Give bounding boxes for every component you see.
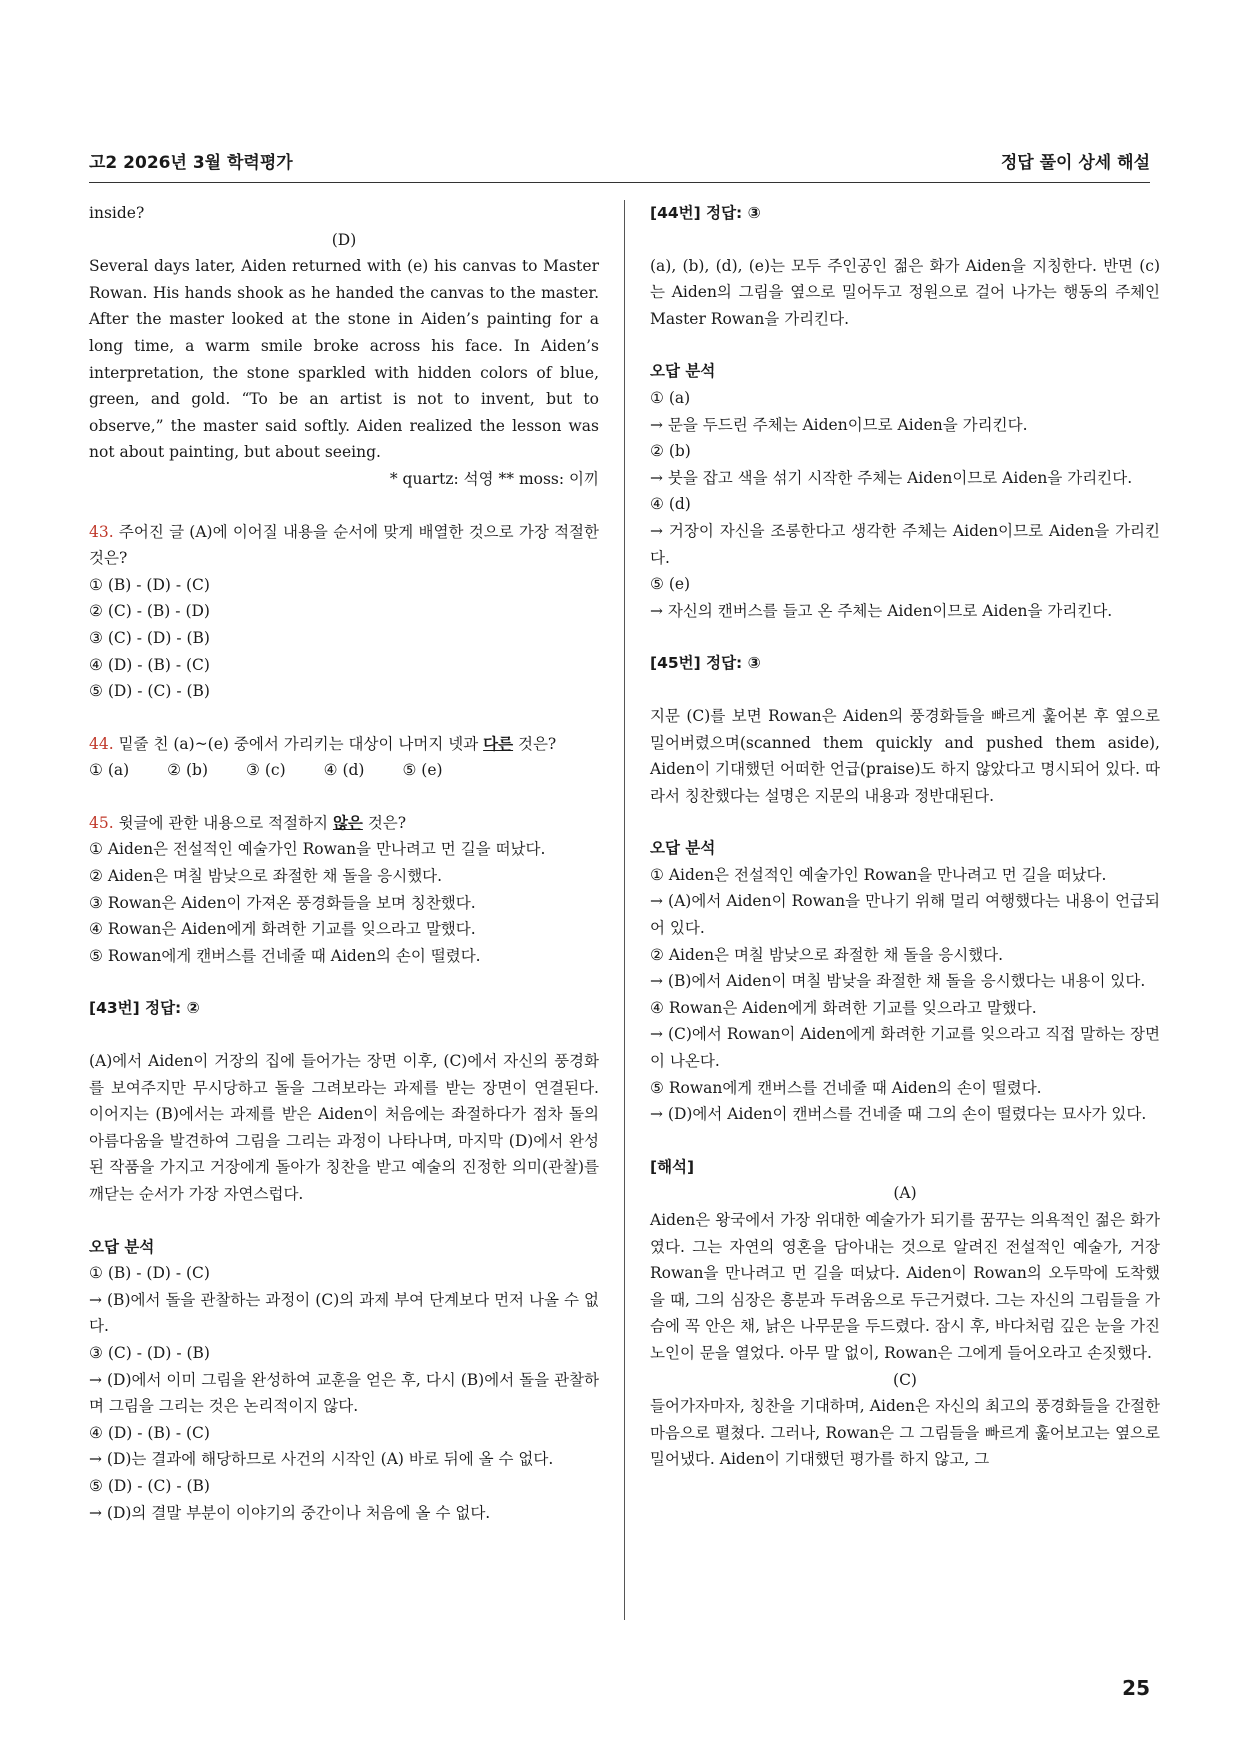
answer-43-heading: [43번] 정답: ② xyxy=(89,999,200,1018)
translation-a-label: (A) xyxy=(893,1184,917,1203)
question-45-number: 45. xyxy=(89,813,114,832)
answer-45-explanation: 지문 (C)를 보면 Rowan은 Aiden의 풍경화들을 빠르게 훑어본 후 옆으로 밀어버렸으며(scanned them quickly and pushed them aside), Aiden이 기대했던 어떠한 언급(praise)도 하지 않았다고 명시되어 있다. 따라서 칭찬했다는 설명은 지문의 내용과 정반대된다. xyxy=(650,706,1160,805)
wrong-option-explanation: → 붓을 잡고 색을 섞기 시작한 주체는 Aiden이므로 Aiden을 가리킨다. xyxy=(650,468,1133,487)
wrong-option-explanation: → (B)에서 Aiden이 며칠 밤낮을 좌절한 채 돌을 응시했다는 내용이 있다. xyxy=(650,972,1146,991)
question-43-option: ② (C) - (B) - (D) xyxy=(89,602,210,621)
wrong-option: ⑤ (D) - (C) - (B) xyxy=(89,1476,210,1495)
question-45-option: ⑤ Rowan에게 캔버스를 건네줄 때 Aiden의 손이 떨렸다. xyxy=(89,946,481,965)
question-44-option: ④ (d) xyxy=(323,761,365,780)
question-45-option: ① Aiden은 전설적인 예술가인 Rowan을 만나려고 먼 길을 떠났다. xyxy=(89,840,546,859)
question-43-option: ① (B) - (D) - (C) xyxy=(89,575,210,594)
question-43-text: 주어진 글 (A)에 이어질 내용을 순서에 맞게 배열한 것으로 가장 적절한 것은? xyxy=(89,522,599,568)
passage-d-label: (D) xyxy=(331,230,357,249)
wrong-option-explanation: → (B)에서 돌을 관찰하는 과정이 (C)의 과제 부여 단계보다 먼저 나올 수 없다. xyxy=(89,1290,599,1336)
wrong-option: ② Aiden은 며칠 밤낮으로 좌절한 채 돌을 응시했다. xyxy=(650,945,1004,964)
wrong-option-explanation: → 자신의 캔버스를 들고 온 주체는 Aiden이므로 Aiden을 가리킨다. xyxy=(650,601,1113,620)
wrong-option: ④ (d) xyxy=(650,495,691,514)
question-44-text-a: 밑줄 친 (a)~(e) 중에서 가리키는 대상이 나머지 넷과 xyxy=(113,734,484,753)
wrong-option: ④ Rowan은 Aiden에게 화려한 기교를 잊으라고 말했다. xyxy=(650,998,1037,1017)
question-45-option: ② Aiden은 며칠 밤낮으로 좌절한 채 돌을 응시했다. xyxy=(89,867,443,886)
wrong-option-explanation: → (A)에서 Aiden이 Rowan을 만나기 위해 멀리 여행했다는 내용이 언급되어 있다. xyxy=(650,892,1160,938)
left-column xyxy=(89,200,599,1526)
translation-a: Aiden은 왕국에서 가장 위대한 예술가가 되기를 꿈꾸는 의욕적인 젊은 화가였다. 그는 자연의 영혼을 담아내는 것으로 알려진 전설적인 예술가, 거장 Rowan을 만나려고 먼 길을 떠났다. Aiden이 Rowan의 오두막에 도착했을 때, 그의 심장은 흥분과 두려움으로 두근거렸다. 그는 자신의 그림들을 가슴에 꼭 안은 채, 낡은 나무문을 두드렸다. 잠시 후, 바다처럼 깊은 눈을 가진 노인이 문을 열었다. 아무 말 없이, Rowan은 그에게 들어오라고 손짓했다. xyxy=(650,1211,1160,1362)
page-number: 25 xyxy=(1122,1676,1150,1700)
column-divider xyxy=(624,200,625,1620)
wrong-option-explanation: → (D)에서 이미 그림을 완성하여 교훈을 얻은 후, 다시 (B)에서 돌을 관찰하며 그림을 그리는 것은 논리적이지 않다. xyxy=(89,1370,599,1416)
question-44-number: 44. xyxy=(89,734,114,753)
wrong-option: ④ (D) - (B) - (C) xyxy=(89,1423,210,1442)
wrong-option: ⑤ (e) xyxy=(650,575,691,594)
wrong-option-explanation: → (D)는 결과에 해당하므로 사건의 시작인 (A) 바로 뒤에 올 수 없다. xyxy=(89,1450,554,1469)
wrong-option-explanation: → (D)에서 Aiden이 캔버스를 건네줄 때 그의 손이 떨렸다는 묘사가 있다. xyxy=(650,1105,1147,1124)
answer-45-heading: [45번] 정답: ③ xyxy=(650,654,761,673)
wrong-option: ① Aiden은 전설적인 예술가인 Rowan을 만나려고 먼 길을 떠났다. xyxy=(650,865,1107,884)
wrong-analysis-heading: 오답 분석 xyxy=(650,362,716,381)
wrong-option: ② (b) xyxy=(650,442,691,461)
footnote: * quartz: 석영 ** moss: 이끼 xyxy=(389,469,599,488)
wrong-option-explanation: → 문을 두드린 주체는 Aiden이므로 Aiden을 가리킨다. xyxy=(650,415,1028,434)
wrong-analysis-heading: 오답 분석 xyxy=(650,839,716,858)
page-header xyxy=(89,148,1150,183)
answer-44-heading: [44번] 정답: ③ xyxy=(650,204,761,222)
question-44 xyxy=(89,731,599,758)
wrong-option: ③ (C) - (D) - (B) xyxy=(89,1343,210,1362)
question-44-option: ③ (c) xyxy=(246,761,286,780)
question-45-text-b: 것은? xyxy=(362,813,407,832)
answer-44-explanation: (a), (b), (d), (e)는 모두 주인공인 젊은 화가 Aiden을 지칭한다. 반면 (c)는 Aiden의 그림을 옆으로 밀어두고 정원으로 걸어 나가는 행동의 주체인 Master Rowan을 가리킨다. xyxy=(650,256,1160,328)
exam-title: 고2 2026년 3월 학력평가 xyxy=(89,153,293,173)
wrong-option-explanation: → (C)에서 Rowan이 Aiden에게 화려한 기교를 잊으라고 직접 말하는 장면이 나온다. xyxy=(650,1025,1160,1071)
question-45-text-a: 윗글에 관한 내용으로 적절하지 xyxy=(113,813,333,832)
question-44-text-b: 것은? xyxy=(513,734,557,753)
wrong-analysis-heading: 오답 분석 xyxy=(89,1237,155,1256)
question-43-option: ⑤ (D) - (C) - (B) xyxy=(89,682,210,701)
question-43 xyxy=(89,519,599,572)
question-43-option: ③ (C) - (D) - (B) xyxy=(89,628,210,647)
question-44-underlined: 다른 xyxy=(483,733,514,753)
wrong-option: ① (B) - (D) - (C) xyxy=(89,1264,210,1283)
wrong-option-explanation: → 거장이 자신을 조롱한다고 생각한 주체는 Aiden이므로 Aiden을 가리킨다. xyxy=(650,521,1160,567)
answer-43-explanation: (A)에서 Aiden이 거장의 집에 들어가는 장면 이후, (C)에서 자신의 풍경화를 보여주지만 무시당하고 돌을 그려보라는 과제를 받는 장면이 연결된다. 이어지는 (B)에서는 과제를 받은 Aiden이 처음에는 좌절하다가 점차 돌의 아름다움을 발견하여 그림을 그리는 과정이 나타나며, 마지막 (D)에서 완성된 작품을 가지고 거장에게 돌아가 칭찬을 받고 예술의 진정한 의미(관찰)를 깨닫는 순서가 가장 자연스럽다. xyxy=(89,1052,599,1203)
translation-c-label: (C) xyxy=(893,1370,917,1389)
wrong-option: ⑤ Rowan에게 캔버스를 건네줄 때 Aiden의 손이 떨렸다. xyxy=(650,1078,1042,1097)
translation-c: 들어가자마자, 칭찬을 기대하며, Aiden은 자신의 최고의 풍경화들을 간절한 마음으로 펼쳤다. 그러나, Rowan은 그 그림들을 빠르게 훑어보고는 옆으로 밀어냈다. Aiden이 기대했던 평가를 하지 않고, 그 xyxy=(650,1397,1160,1469)
wrong-option-explanation: → (D)의 결말 부분이 이야기의 중간이나 처음에 올 수 없다. xyxy=(89,1503,491,1522)
right-column xyxy=(650,200,1160,1473)
wrong-option: ① (a) xyxy=(650,388,691,407)
question-44-option: ⑤ (e) xyxy=(402,761,443,780)
translation-heading: [해석] xyxy=(650,1157,695,1176)
question-44-options xyxy=(89,757,599,784)
passage-fragment: inside? xyxy=(89,204,145,222)
question-43-number: 43. xyxy=(89,522,114,541)
question-44-option: ① (a) xyxy=(89,761,130,780)
question-45-option: ③ Rowan은 Aiden이 가져온 풍경화들을 보며 칭찬했다. xyxy=(89,893,476,912)
question-43-option: ④ (D) - (B) - (C) xyxy=(89,655,210,674)
question-45-underlined: 않은 xyxy=(332,812,363,832)
section-title: 정답 풀이 상세 해설 xyxy=(1000,153,1150,173)
question-44-option: ② (b) xyxy=(167,761,209,780)
question-45-option: ④ Rowan은 Aiden에게 화려한 기교를 잊으라고 말했다. xyxy=(89,920,476,939)
passage-d: Several days later, Aiden returned with (e) his canvas to Master Rowan. His hands shook as he handed the canvas to the master. After the master looked at the stone in Aiden’s painting for a long time, a warm smile broke across his face. In Aiden’s interpretation, the stone sparkled with hidden colors of blue, green, and gold. “To be an artist is not to invent, but to observe,” the master said softly. Aiden realized the lesson was not about painting, but about seeing. xyxy=(89,257,599,462)
question-45 xyxy=(89,810,599,837)
